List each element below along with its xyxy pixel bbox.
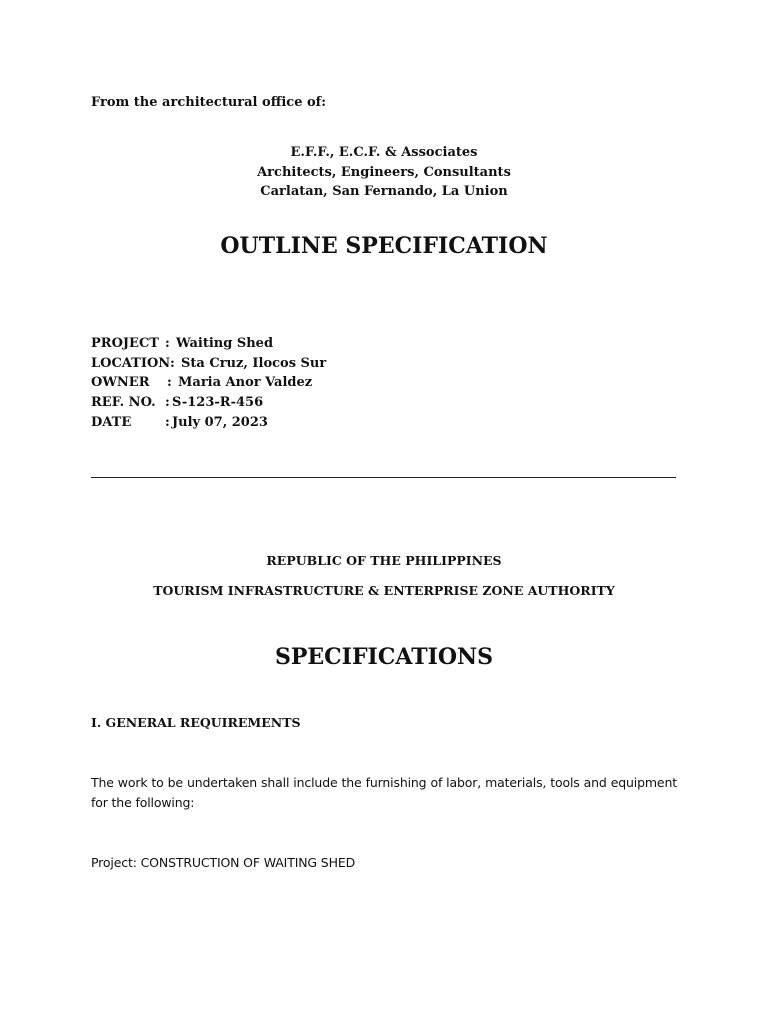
- horizontal-divider: [91, 477, 676, 478]
- ref-no-label: REF. NO.: [91, 395, 156, 410]
- outline-specification-title: OUTLINE SPECIFICATION: [220, 233, 548, 259]
- date-separator: :: [165, 415, 170, 430]
- ref-no-info-row: [91, 394, 263, 411]
- owner-info-row: [91, 374, 312, 391]
- project-value: Waiting Shed: [176, 336, 274, 351]
- date-label: DATE: [91, 415, 132, 430]
- location-info-row: [91, 355, 326, 372]
- intro-text: From the architectural office of:: [91, 95, 327, 110]
- location-separator: :: [170, 356, 175, 371]
- ref-no-value: S-123-R-456: [172, 395, 264, 410]
- date-info-row: [91, 414, 268, 431]
- general-requirements-heading: I. GENERAL REQUIREMENTS: [91, 715, 301, 730]
- project-label: PROJECT: [91, 336, 159, 351]
- authority-heading: TOURISM INFRASTRUCTURE & ENTERPRISE ZONE AUTHORITY: [153, 583, 615, 598]
- date-value: July 07, 2023: [172, 415, 268, 430]
- project-separator: :: [165, 336, 170, 351]
- ref-no-separator: :: [165, 395, 170, 410]
- specifications-title: SPECIFICATIONS: [274, 644, 494, 670]
- owner-value: Maria Anor Valdez: [178, 375, 313, 390]
- location-label: LOCATION: [91, 356, 171, 371]
- owner-separator: :: [167, 375, 172, 390]
- location-value: Sta Cruz, Ilocos Sur: [181, 356, 327, 371]
- firm-profession: Architects, Engineers, Consultants: [257, 165, 511, 180]
- work-scope-paragraph: The work to be undertaken shall include the furnishing of labor, materials, tools and equipment for the following:: [91, 775, 677, 810]
- firm-address: Carlatan, San Fernando, La Union: [260, 184, 508, 199]
- owner-label: OWNER: [91, 375, 150, 390]
- project-line: Project: CONSTRUCTION OF WAITING SHED: [91, 855, 356, 870]
- firm-name: E.F.F., E.C.F. & Associates: [290, 145, 478, 160]
- republic-heading: REPUBLIC OF THE PHILIPPINES: [266, 553, 502, 568]
- project-info-row: [91, 335, 273, 352]
